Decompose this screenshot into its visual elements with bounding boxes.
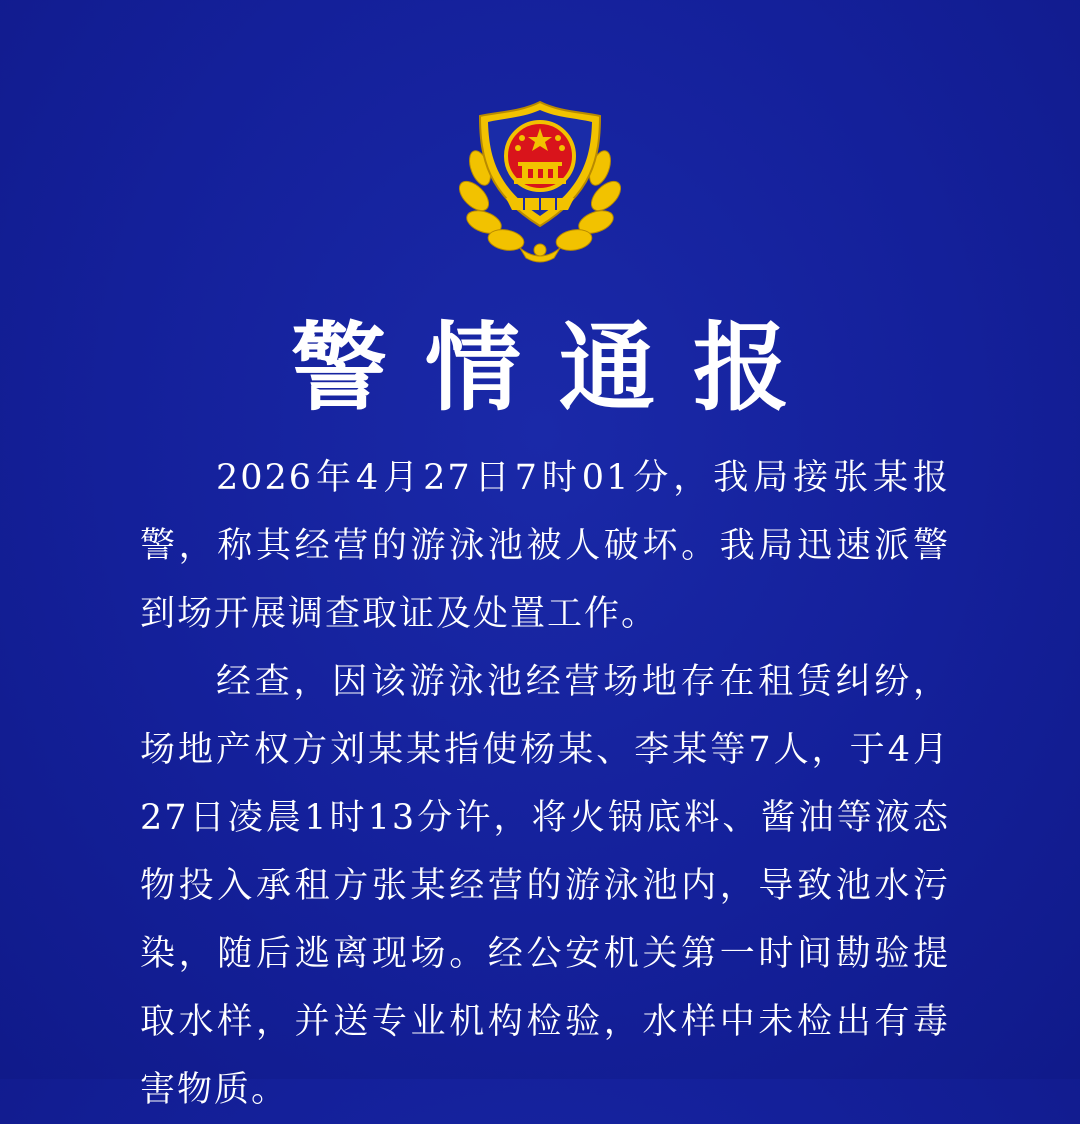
notice-body: [140, 444, 950, 1124]
notice-paragraph: 经查，因该游泳池经营场地存在租赁纠纷，场地产权方刘某某指使杨某、李某等7人，于4月27日凌晨1时13分许，将火锅底料、酱油等液态物投入承租方张某经营的游泳池内，导致池水污染，随后逃离现场。经公安机关第一时间勘验提取水样，并送专业机构检验，水样中未检出有毒害物质。: [140, 662, 950, 1110]
notice-paragraph: 2026年4月27日7时01分，我局接张某报警，称其经营的游泳池被人破坏。我局迅速派警到场开展调查取证及处置工作。: [140, 458, 950, 634]
police-emblem-icon: [458, 98, 622, 266]
notice-title: 警情通报: [291, 312, 827, 424]
